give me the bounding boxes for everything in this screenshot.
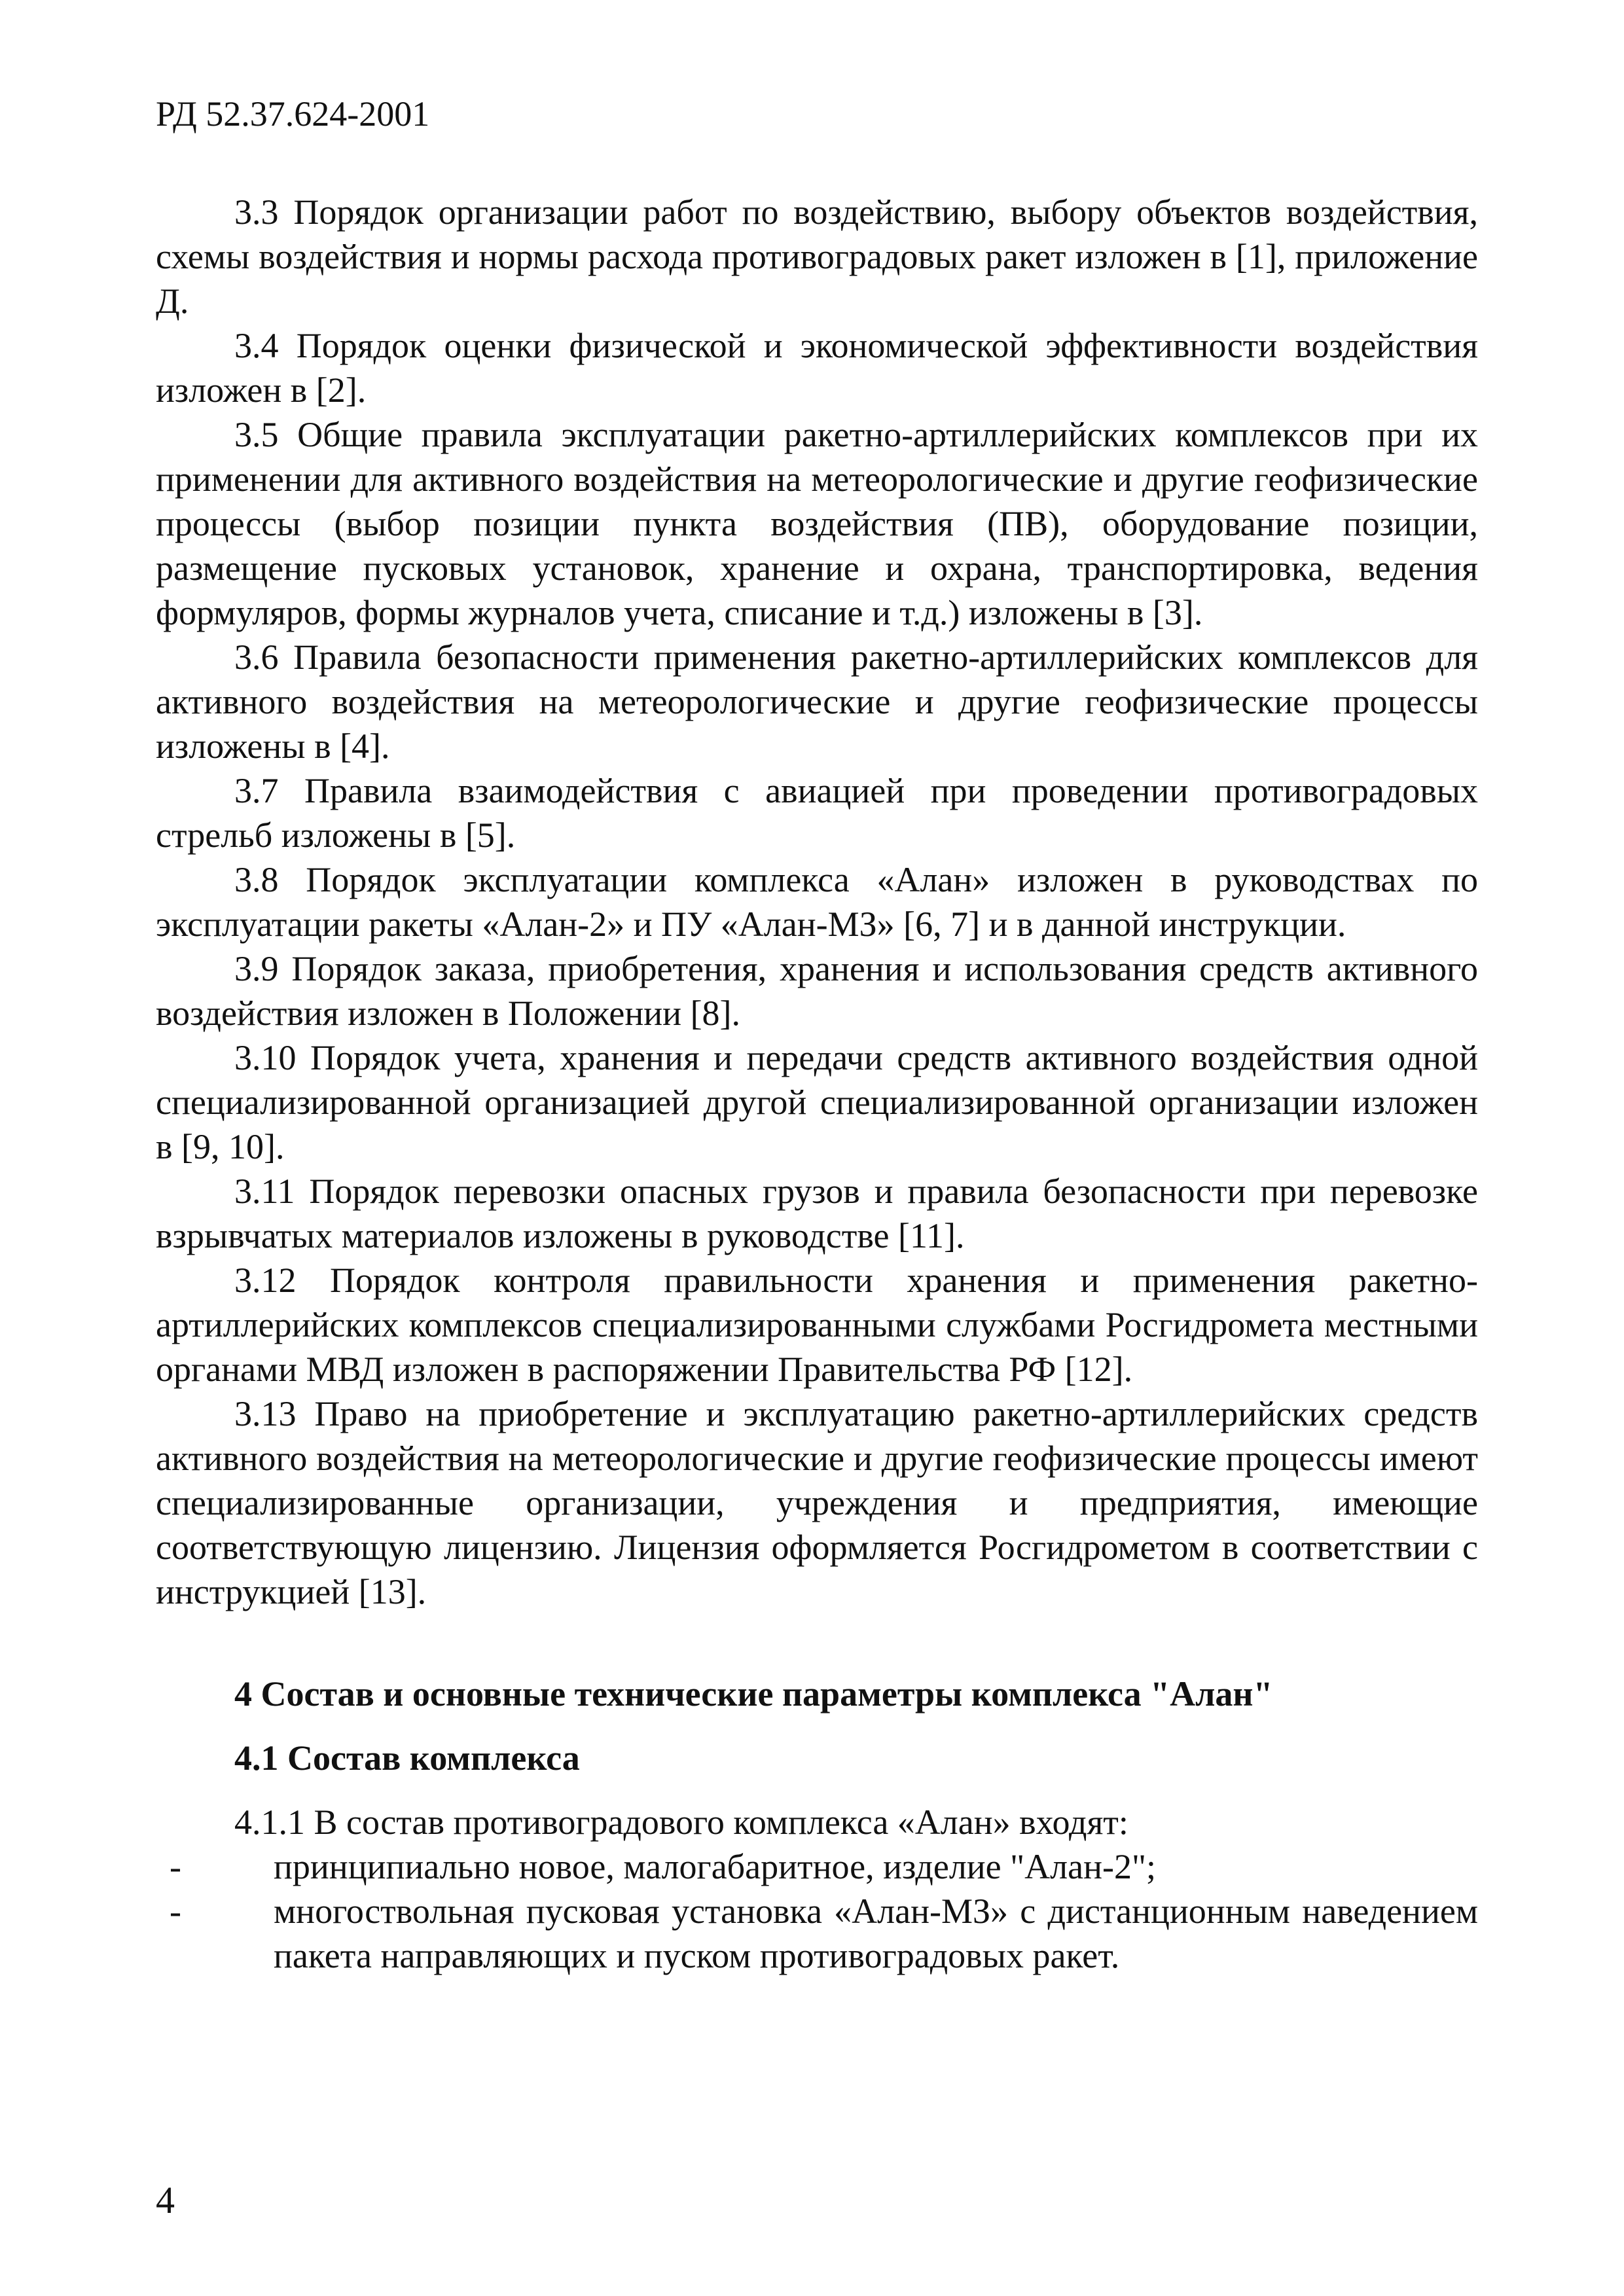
paragraph-3-5: 3.5 Общие правила эксплуатации ракетно-артиллерийских комплексов при их применении для активного воздействия на метеорологические и другие геофизические процессы (выбор позиции пункта воздействия (ПВ), оборудование позиции, размещение пусковых установок, хранение и охрана, транспортировка, ведения формуляров, формы журналов учета, списание и т.д.) изложены в [3]. xyxy=(156,415,1478,632)
page-number: 4 xyxy=(156,2179,175,2221)
paragraph-3-12: 3.12 Порядок контроля правильности хранения и применения ракетно-артиллерийских комплексов специализированными службами Росгидромета местными органами МВД изложен в распоряжении Правительства РФ [12]. xyxy=(156,1261,1478,1389)
list-item-text: принципиально новое, малогабаритное, изделие "Алан-2"; xyxy=(274,1847,1157,1886)
paragraph-3-10: 3.10 Порядок учета, хранения и передачи средств активного воздействия одной специализированной организацией другой специализированной организации изложен в [9, 10]. xyxy=(156,1038,1478,1166)
list-bullet: - xyxy=(170,1892,181,1931)
composition-list xyxy=(156,1844,1478,1978)
section-4-heading: 4 Состав и основные технические параметры комплекса "Алан" xyxy=(234,1674,1273,1713)
paragraph-3-11: 3.11 Порядок перевозки опасных грузов и правила безопасности при перевозке взрывчатых материалов изложены в руководстве [11]. xyxy=(156,1172,1478,1255)
paragraph-3-3: 3.3 Порядок организации работ по воздействию, выбору объектов воздействия, схемы воздействия и нормы расхода противоградовых ракет изложен в [1], приложение Д. xyxy=(156,192,1478,321)
paragraph-3-4: 3.4 Порядок оценки физической и экономической эффективности воздействия изложен в [2]. xyxy=(156,326,1478,410)
list-bullet: - xyxy=(170,1847,181,1886)
list-item xyxy=(156,1844,1478,1889)
list-item xyxy=(156,1889,1478,1978)
paragraph-4-1-1: 4.1.1 В состав противоградового комплекса «Алан» входят: xyxy=(234,1803,1128,1842)
list-item-text: многоствольная пусковая установка «Алан-МЗ» с дистанционным наведением пакета направляющих и пуском противоградовых ракет. xyxy=(274,1892,1478,1975)
paragraph-3-9: 3.9 Порядок заказа, приобретения, хранения и использования средств активного воздействия изложен в Положении [8]. xyxy=(156,949,1478,1033)
paragraph-3-13: 3.13 Право на приобретение и эксплуатацию ракетно-артиллерийских средств активного воздействия на метеорологические и другие геофизические процессы имеют специализированные организации, учреждения и предприятия, имеющие соответствующую лицензию. Лицензия оформляется Росгидрометом в соответствии с инструкцией [13]. xyxy=(156,1394,1478,1611)
document-body xyxy=(156,190,1478,1978)
document-code: РД 52.37.624-2001 xyxy=(156,94,430,134)
section-4-1-heading: 4.1 Состав комплекса xyxy=(234,1738,580,1778)
paragraph-3-7: 3.7 Правила взаимодействия с авиацией при проведении противоградовых стрельб изложены в [5]. xyxy=(156,771,1478,855)
paragraph-3-6: 3.6 Правила безопасности применения ракетно-артиллерийских комплексов для активного воздействия на метеорологические и другие геофизические процессы изложены в [4]. xyxy=(156,637,1478,766)
paragraph-3-8: 3.8 Порядок эксплуатации комплекса «Алан» изложен в руководствах по эксплуатации ракеты «Алан-2» и ПУ «Алан-МЗ» [6, 7] и в данной инструкции. xyxy=(156,860,1478,944)
